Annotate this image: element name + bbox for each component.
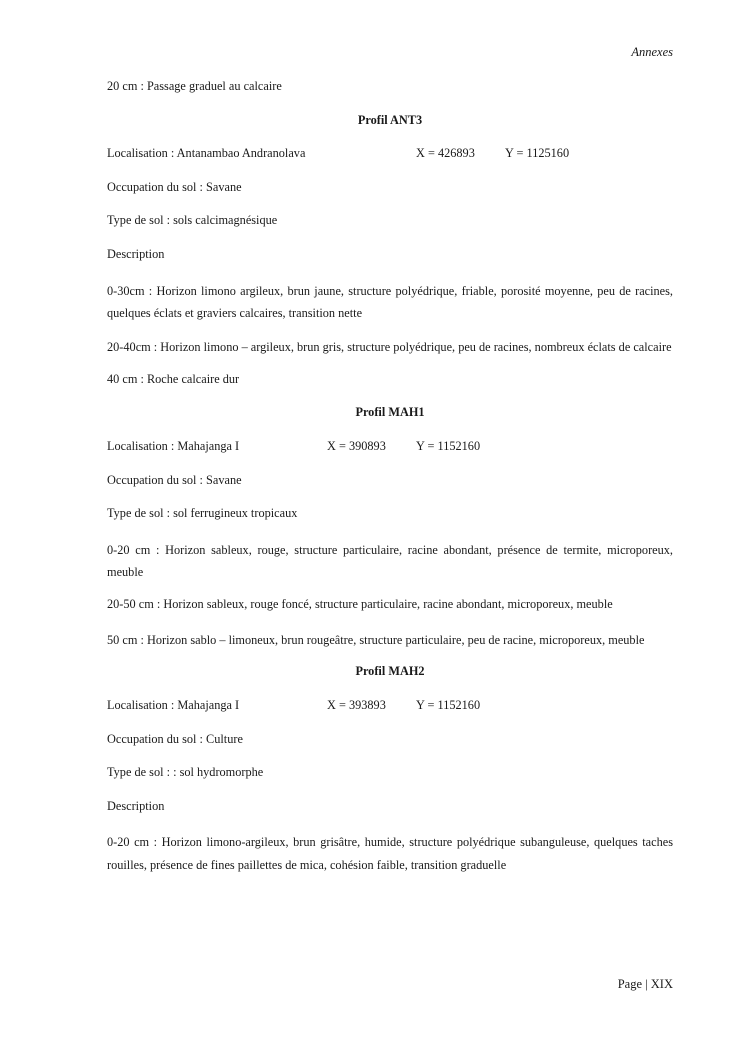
description-label: Description	[107, 246, 165, 261]
horizon-line: 0-20 cm : Horizon limono-argileux, brun grisâtre, humide, structure polyédrique subanguleuse, quelques taches rouilles, présence de fines paillettes de mica, cohésion faible, transition graduelle	[107, 835, 673, 872]
x-coordinate: X = 393893	[327, 698, 386, 713]
localisation-row	[107, 145, 673, 161]
document-body	[107, 78, 673, 888]
localisation-text: Localisation : Mahajanga I	[107, 438, 240, 453]
x-coordinate: X = 390893	[327, 438, 386, 453]
localisation-text: Localisation : Antanambao Andranolava	[107, 146, 306, 161]
profile-title: Profil ANT3	[357, 112, 423, 127]
localisation-row	[107, 697, 673, 713]
horizon-line: 40 cm : Roche calcaire dur	[107, 371, 240, 386]
intro-line: 20 cm : Passage graduel au calcaire	[107, 79, 282, 93]
horizon-line: 50 cm : Horizon sablo – limoneux, brun rougeâtre, structure particulaire, peu de racine, microporeux, meuble	[107, 633, 645, 648]
running-header: Annexes	[631, 45, 673, 59]
y-coordinate: Y = 1125160	[505, 146, 570, 161]
soil-type-line: Type de sol : : sol hydromorphe	[107, 765, 264, 780]
profile-title: Profil MAH2	[355, 664, 425, 679]
y-coordinate: Y = 1152160	[416, 698, 481, 713]
y-coordinate: Y = 1152160	[416, 438, 481, 453]
horizon-line: 0-20 cm : Horizon sableux, rouge, structure particulaire, racine abondant, présence de termite, microporeux, meuble	[107, 542, 673, 580]
localisation-row	[107, 438, 673, 454]
localisation-text: Localisation : Mahajanga I	[107, 698, 240, 713]
description-label: Description	[107, 798, 165, 813]
horizon-line: 20-40cm : Horizon limono – argileux, brun gris, structure polyédrique, peu de racines, nombreux éclats de calcaire	[107, 340, 672, 355]
occupation-line: Occupation du sol : Savane	[107, 179, 242, 194]
occupation-line: Occupation du sol : Savane	[107, 472, 242, 487]
x-coordinate: X = 426893	[416, 146, 475, 161]
page-number: Page | XIX	[617, 977, 673, 991]
profile-title: Profil MAH1	[355, 405, 425, 420]
soil-type-line: Type de sol : sol ferrugineux tropicaux	[107, 506, 298, 521]
occupation-line: Occupation du sol : Culture	[107, 731, 243, 746]
horizon-line: 0-30cm : Horizon limono argileux, brun jaune, structure polyédrique, friable, porosité moyenne, peu de racines, quelques éclats et graviers calcaires, transition nette	[107, 283, 673, 321]
horizon-line: 20-50 cm : Horizon sableux, rouge foncé, structure particulaire, racine abondant, microporeux, meuble	[107, 596, 613, 611]
soil-type-line: Type de sol : sols calcimagnésique	[107, 213, 278, 228]
